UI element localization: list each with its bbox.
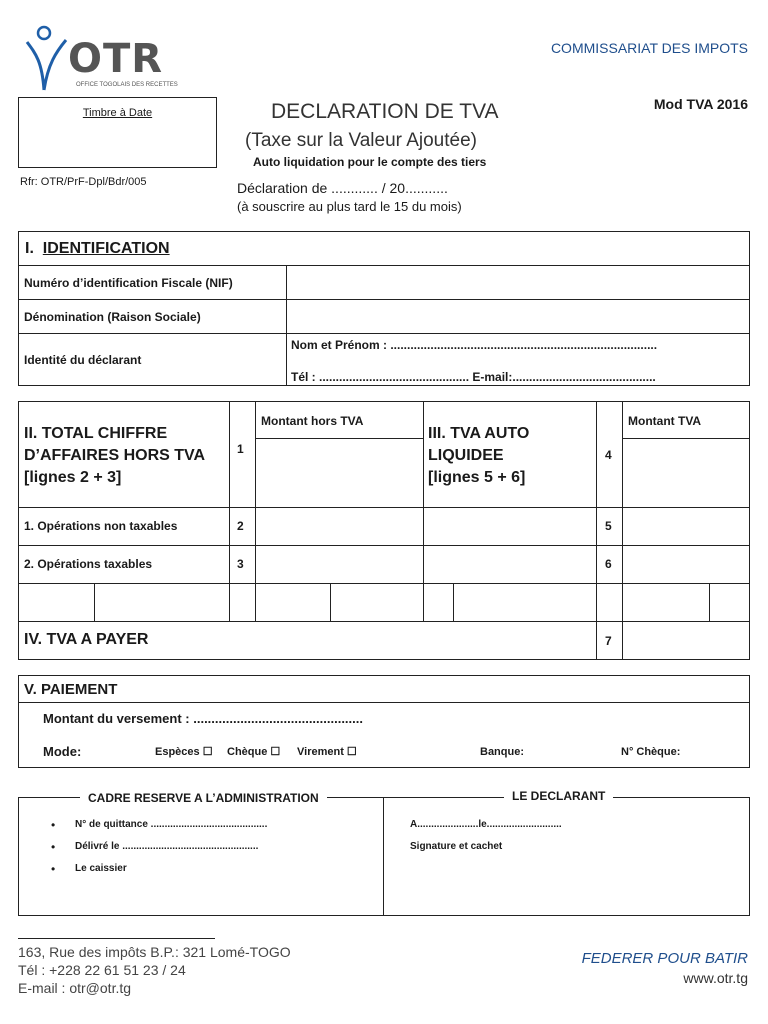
bullet-2-icon: • [51,840,56,854]
denomination-field[interactable] [288,301,747,331]
banque-label: Banque: [480,746,524,758]
line-number-2: 2 [237,519,244,533]
delivre-field[interactable]: Délivré le ................................................. [75,841,259,852]
footer-slogan: FEDERER POUR BATIR [581,950,748,967]
admin-section [18,789,750,916]
virement-checkbox[interactable]: Virement ☐ [297,746,357,758]
tva-title-2: LIQUIDEE [428,447,504,464]
declarant-label: Identité du déclarant [24,353,142,367]
montant-ht-header: Montant hors TVA [261,414,364,428]
page-subtitle: (Taxe sur la Valeur Ajoutée) [245,130,477,151]
mode-label: Mode: [43,744,82,759]
commissariat-label: COMMISSARIAT DES IMPOTS [550,40,748,56]
tva-a-payer-label: IV. TVA A PAYER [24,631,149,648]
op-taxables-field[interactable] [255,545,424,584]
line-number-6: 6 [605,557,612,571]
nom-prenom-field[interactable]: Nom et Prénom : ................................................................................ [291,338,658,352]
montant-versement-field[interactable]: Montant du versement : ............................................... [43,711,363,726]
paiement-section [18,675,750,768]
nif-label: Numéro d’identification Fiscale (NIF) [24,276,233,290]
tva-line6-field[interactable] [622,545,750,584]
op-non-taxables-label: 1. Opérations non taxables [24,519,178,533]
identification-section [18,231,750,386]
reference: Rfr: OTR/PrF-Dpl/Bdr/005 [20,176,147,188]
page-subsubtitle: Auto liquidation pour le compte des tiers [253,155,487,169]
bullet-3-icon: • [51,862,56,876]
footer-divider [18,938,215,939]
line-number-4: 4 [605,448,612,462]
especes-checkbox[interactable]: Espèces ☐ [155,746,213,758]
stamp-label: Timbre à Date [82,107,153,119]
line-number-1: 1 [237,442,244,456]
declarant-title: LE DECLARANT [504,789,613,803]
logo-subtext: OFFICE TOGOLAIS DES RECETTES [76,82,178,88]
line-number-7: 7 [605,634,612,648]
page-title: DECLARATION DE TVA [271,100,499,123]
a-le-field[interactable]: A......................le........................... [410,819,562,830]
nif-field[interactable] [288,267,747,297]
line-number-3: 3 [237,557,244,571]
logo-figure-icon [22,24,72,94]
totals-table [18,401,750,660]
declaration-line: Déclaration de ............ / 20........... [237,180,448,196]
tva-title-3: [lignes 5 + 6] [428,469,526,486]
op-non-taxables-field[interactable] [255,507,424,546]
denomination-label: Dénomination (Raison Sociale) [24,310,201,324]
logo-text: OTR [68,36,164,82]
tva-a-payer-field[interactable] [622,621,750,660]
line-number-5: 5 [605,519,612,533]
tel-email-field[interactable]: Tél : ............................................. E-mail:........................................... [291,370,656,384]
footer-website[interactable]: www.otr.tg [683,970,748,986]
montant-tva-total-field[interactable] [622,438,750,508]
paiement-title: V. PAIEMENT [24,681,118,698]
mod-label: Mod TVA 2016 [653,96,748,112]
op-taxables-label: 2. Opérations taxables [24,557,153,571]
montant-tva-header: Montant TVA [628,414,702,428]
quittance-field[interactable]: N° de quittance .......................................... [75,819,268,830]
ca-title-3: [lignes 2 + 3] [24,469,122,486]
footer-email: E-mail : otr@otr.tg [18,980,132,996]
declaration-note: (à souscrire au plus tard le 15 du mois) [237,199,462,214]
footer-tel: Tél : +228 22 61 51 23 / 24 [18,962,186,978]
num-cheque-label: N° Chèque: [621,746,681,758]
footer-address: 163, Rue des impôts B.P.: 321 Lomé-TOGO [18,944,291,960]
cheque-checkbox[interactable]: Chèque ☐ [227,746,281,758]
tva-line5-field[interactable] [622,507,750,546]
identification-title-text: IDENTIFICATION [42,240,170,257]
bullet-1-icon: • [51,818,56,832]
otr-logo [22,24,182,96]
signature-label: Signature et cachet [410,841,503,852]
montant-ht-total-field[interactable] [255,438,424,508]
stamp-box [18,97,217,168]
tva-title-1: III. TVA AUTO [428,425,530,442]
identification-title: I. IDENTIFICATION [25,240,170,257]
caissier-label: Le caissier [75,863,127,874]
admin-title: CADRE RESERVE A L’ADMINISTRATION [80,791,327,805]
ca-title-1: II. TOTAL CHIFFRE [24,425,168,442]
ca-title-2: D’AFFAIRES HORS TVA [24,447,206,464]
